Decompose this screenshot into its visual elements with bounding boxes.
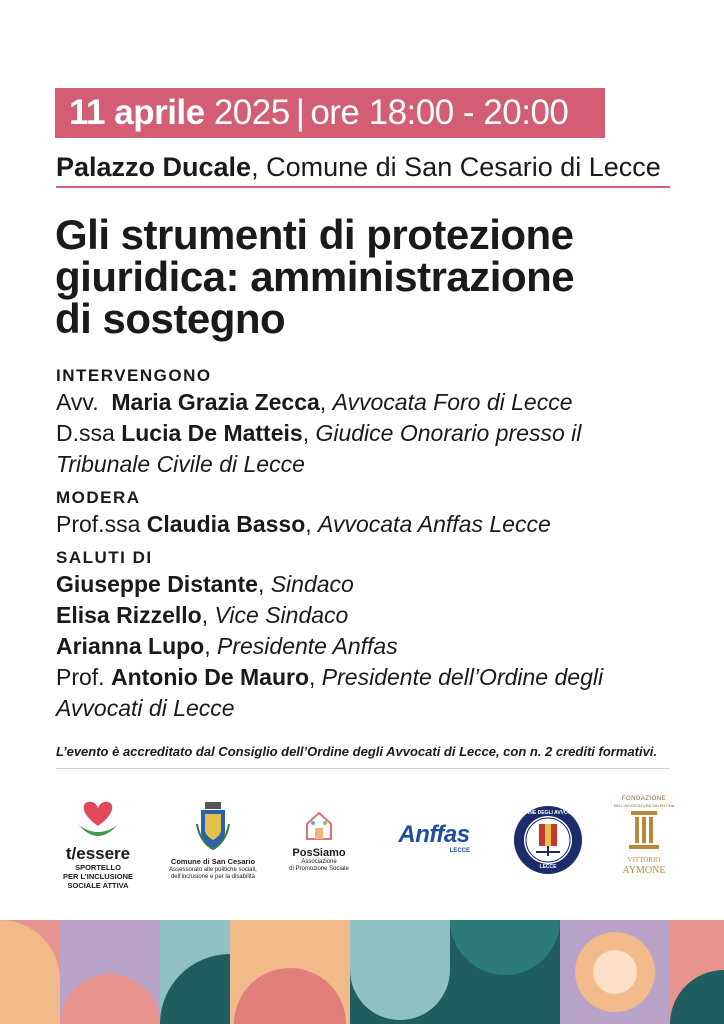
- decorative-pattern: [0, 920, 724, 1024]
- logo-caption: SOCIALE ATTIVA: [67, 881, 129, 890]
- event-time: ore 18:00 - 20:00: [310, 93, 569, 132]
- greeting-line: Elisa Rizzello, Vice Sindaco: [56, 602, 349, 628]
- anffas-logo: [384, 822, 484, 854]
- logo-caption: dell’inclusione e per la disabilità: [170, 874, 256, 880]
- fondazione-label: FONDAZIONE: [621, 796, 667, 802]
- greeting-role: Presidente Anffas: [217, 633, 398, 659]
- greeting-role: Vice Sindaco: [214, 602, 349, 628]
- greetings-section: [56, 547, 696, 724]
- note-divider: [56, 768, 670, 769]
- fondazione-aymone-logo: [606, 796, 682, 876]
- greeting-role: Sindaco: [270, 571, 354, 597]
- logo-caption: SPORTELLO: [75, 863, 121, 872]
- venue-location: Comune di San Cesario di Lecce: [266, 152, 661, 182]
- greeting-prefix: Prof.: [56, 664, 105, 690]
- speaker-role: Avvocata Foro di Lecce: [332, 389, 573, 415]
- possiamo-logo: [275, 808, 363, 873]
- greeting-role-continued: [56, 693, 696, 724]
- speaker-prefix: D.ssa: [56, 420, 115, 446]
- anffas-city: LECCE: [449, 848, 470, 854]
- speaker-name: Maria Grazia Zecca: [111, 389, 320, 415]
- venue-name: Palazzo Ducale: [56, 152, 252, 182]
- anffas-name: Anffas: [398, 821, 470, 848]
- ordine-avvocati-logo: [512, 804, 584, 876]
- tessere-logo: [50, 798, 146, 890]
- column-icon: [627, 809, 661, 851]
- event-date: 11 aprile: [69, 93, 205, 132]
- moderator-name: Claudia Basso: [146, 511, 306, 537]
- section-label: SALUTI DI: [56, 548, 153, 567]
- event-year: 2025: [213, 93, 290, 132]
- speakers-section: [56, 365, 696, 480]
- heart-hands-icon: [68, 798, 128, 840]
- moderator-prefix: Prof.ssa: [56, 511, 141, 537]
- banner-separator: |: [295, 93, 305, 132]
- moderator-line: Prof.ssa Claudia Basso, Avvocata Anffas Lecce: [56, 511, 551, 537]
- greeting-name: Arianna Lupo: [56, 633, 205, 659]
- comune-logo: [165, 800, 261, 881]
- moderator-role: Avvocata Anffas Lecce: [318, 511, 551, 537]
- house-icon: [301, 808, 337, 842]
- accreditation-note: L’evento è accreditato dal Consiglio dell’Ordine degli Avvocati di Lecce, con n. 2 crediti formativi.: [56, 744, 658, 759]
- speaker-role-continued: [56, 449, 696, 480]
- venue-line: Palazzo Ducale, Comune di San Cesario di Lecce: [56, 152, 661, 182]
- logo-caption: PER L’INCLUSIONE: [62, 872, 133, 881]
- greeting-line: Prof. Antonio De Mauro, Presidente dell’Ordine degli: [56, 664, 604, 690]
- speaker-name: Lucia De Matteis: [121, 420, 303, 446]
- title-line: giuridica: amministrazione: [55, 253, 575, 300]
- greeting-line: Arianna Lupo, Presidente Anffas: [56, 633, 398, 659]
- tessere-name: t/essere: [65, 844, 131, 863]
- fondazione-name-line: VITTORIO: [627, 856, 661, 864]
- section-label: MODERA: [56, 488, 141, 507]
- fondazione-subtitle: DELL’AVVOCATURA SALENTINA: [613, 803, 675, 808]
- greeting-line: Giuseppe Distante, Sindaco: [56, 571, 354, 597]
- greeting-name: Elisa Rizzello: [56, 602, 202, 628]
- venue-divider: [56, 186, 670, 188]
- logo-caption: Assessorato alle politiche sociali,: [169, 867, 257, 873]
- title-line: di sostegno: [55, 295, 286, 342]
- greeting-role: Presidente dell’Ordine degli: [321, 664, 604, 690]
- speaker-prefix: Avv.: [56, 389, 99, 415]
- event-title: [55, 211, 695, 342]
- coat-of-arms-icon: [193, 800, 233, 852]
- greeting-name: Giuseppe Distante: [56, 571, 258, 597]
- logo-caption: Associazione: [301, 859, 337, 865]
- fondazione-name-line: AYMONE: [622, 865, 666, 876]
- logo-caption: di Promozione Sociale: [289, 866, 349, 872]
- speaker-role: Tribunale Civile di Lecce: [56, 451, 305, 477]
- greeting-role: Avvocati di Lecce: [56, 695, 235, 721]
- speaker-line: D.ssa Lucia De Matteis, Giudice Onorario presso il: [56, 420, 582, 446]
- ordine-top-text: ORDINE DEGLI AVVOCATI: [516, 810, 580, 816]
- speaker-line: Avv. Maria Grazia Zecca, Avvocata Foro di Lecce: [56, 389, 573, 415]
- ordine-bottom-text: LECCE: [539, 864, 557, 870]
- title-line: Gli strumenti di protezione: [55, 211, 574, 258]
- comune-name: Comune di San Cesario: [170, 857, 256, 866]
- possiamo-name: PosSiamo: [292, 847, 346, 859]
- date-banner: [55, 88, 605, 138]
- greeting-name: Antonio De Mauro: [110, 664, 310, 690]
- section-label: INTERVENGONO: [56, 366, 212, 385]
- speaker-role: Giudice Onorario presso il: [315, 420, 582, 446]
- moderator-section: [56, 487, 696, 540]
